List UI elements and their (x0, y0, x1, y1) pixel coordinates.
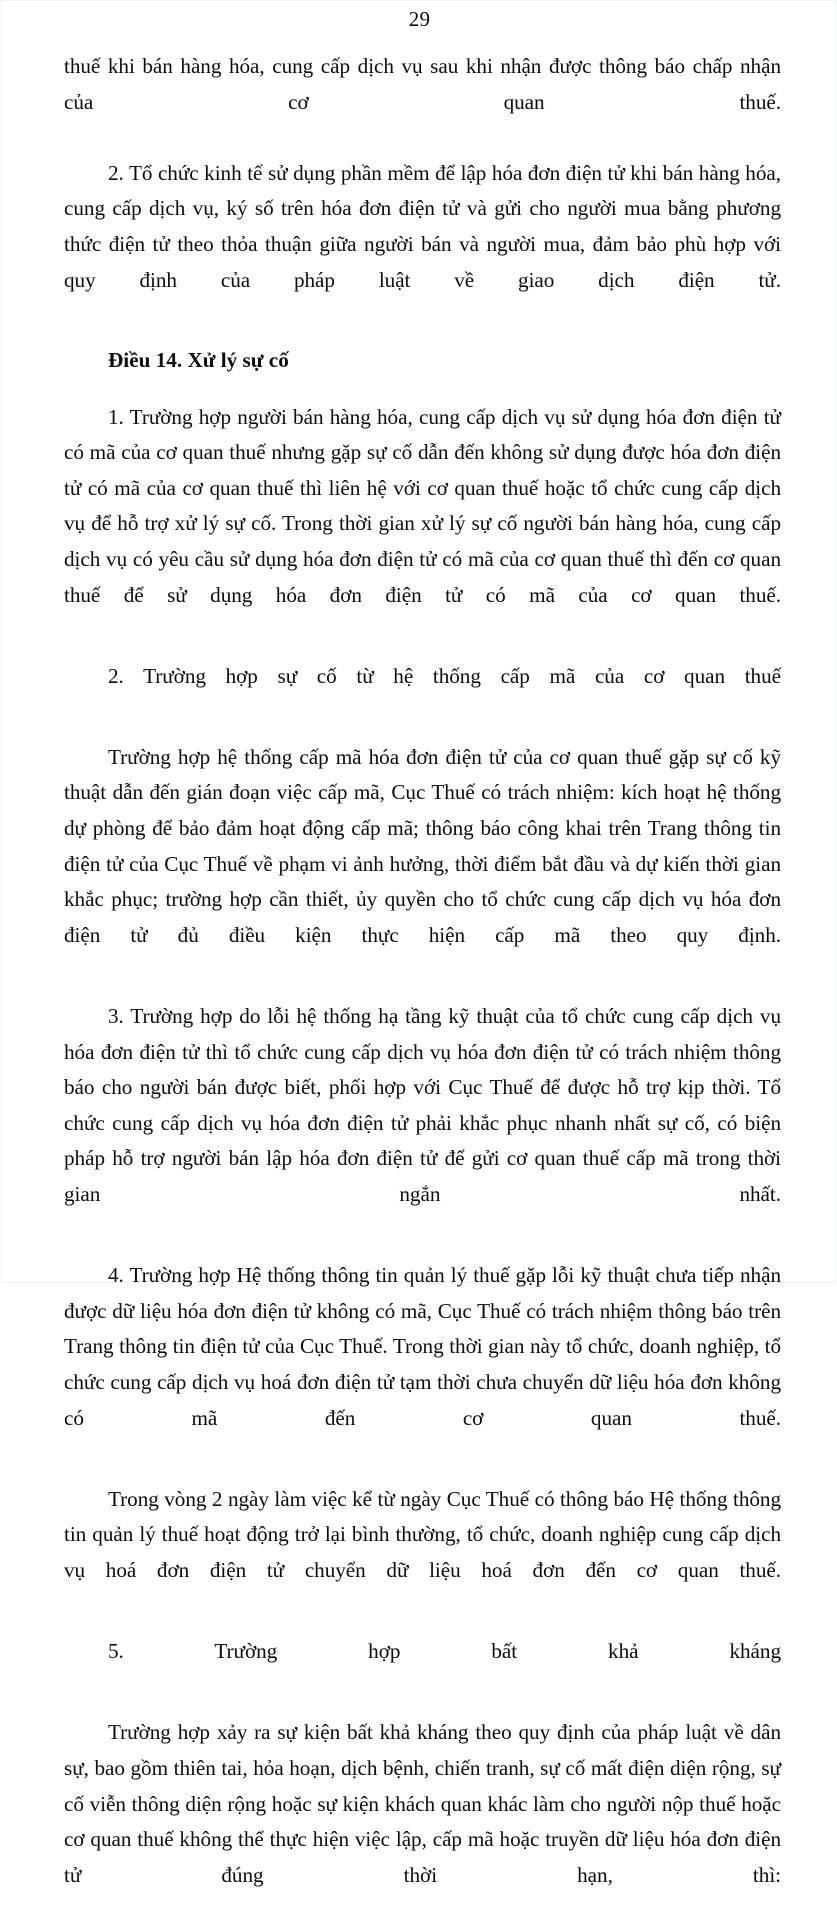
paragraph-clause-4-body: Trong vòng 2 ngày làm việc kể từ ngày Cục Thuế có thông báo Hệ thống thông tin quản lý thuế hoạt động trở lại bình thường, tổ chức, doanh nghiệp cung cấp dịch vụ hoá đơn điện tử chuyển dữ liệu hoá đơn đến cơ quan thuế. (64, 1486, 781, 1582)
article-heading: Điều 14. Xử lý sự cố (108, 347, 289, 372)
paragraph-clause-3: 3. Trường hợp do lỗi hệ thống hạ tầng kỹ thuật của tổ chức cung cấp dịch vụ hóa đơn điện tử thì tổ chức cung cấp dịch vụ hóa đơn điện tử có trách nhiệm thông báo cho người bán được biết, phối hợp với Cục Thuế để được hỗ trợ kịp thời. Tổ chức cung cấp dịch vụ hóa đơn điện tử phải khắc phục nhanh nhất sự cố, có biện pháp hỗ trợ người bán lập hóa đơn điện tử để gửi cơ quan thuế cấp mã trong thời gian ngắn nhất. (64, 1004, 781, 1206)
paragraph-clause-2-body: Trường hợp hệ thống cấp mã hóa đơn điện tử của cơ quan thuế gặp sự cố kỹ thuật dẫn đến gián đoạn việc cấp mã, Cục Thuế có trách nhiệm: kích hoạt hệ thống dự phòng để bảo đảm hoạt động cấp mã; thông báo công khai trên Trang thông tin điện tử của Cục Thuế về phạm vi ảnh hưởng, thời điểm bắt đầu và dự kiến thời gian khắc phục; trường hợp cần thiết, ủy quyền cho tổ chức cung cấp dịch vụ hóa đơn điện tử đủ điều kiện thực hiện cấp mã theo quy định. (64, 744, 781, 947)
paragraph-clause-5: 5. Trường hợp bất khả kháng (108, 1639, 781, 1664)
page-number: 29 (408, 7, 431, 31)
page-body (64, 49, 781, 1929)
paragraph-clause-1: 1. Trường hợp người bán hàng hóa, cung cấp dịch vụ sử dụng hóa đơn điện tử có mã của cơ quan thuế nhưng gặp sự cố dẫn đến không sử dụng được hóa đơn điện tử có mã của cơ quan thuế thì liên hệ với cơ quan thuế hoặc tổ chức cung cấp dịch vụ để hỗ trợ xử lý sự cố. Trong thời gian xử lý sự cố người bán hàng hóa, cung cấp dịch vụ có yêu cầu sử dụng hóa đơn điện tử có mã của cơ quan thuế thì đến cơ quan thuế để sử dụng hóa đơn điện tử có mã của cơ quan thuế. (64, 404, 781, 607)
paragraph-continuation: thuế khi bán hàng hóa, cung cấp dịch vụ sau khi nhận được thông báo chấp nhận của cơ quan thuế. (64, 54, 781, 114)
paragraph-clause-2-intro: 2. Tổ chức kinh tế sử dụng phần mềm để lập hóa đơn điện tử khi bán hàng hóa, cung cấp dịch vụ, ký số trên hóa đơn điện tử và gửi cho người mua bằng phương thức điện tử theo thỏa thuận giữa người bán và người mua, đảm bảo phù hợp với quy định của pháp luật về giao dịch điện tử. (64, 160, 781, 292)
paragraph-clause-5-body: Trường hợp xảy ra sự kiện bất khả kháng theo quy định của pháp luật về dân sự, bao gồm thiên tai, hỏa hoạn, dịch bệnh, chiến tranh, sự cố mất điện diện rộng, sự cố viễn thông diện rộng hoặc sự kiện khách quan khác làm cho người nộp thuế hoặc cơ quan thuế không thể thực hiện việc lập, cấp mã hoặc truyền dữ liệu hóa đơn điện tử đúng thời hạn, thì: (64, 1720, 781, 1887)
paragraph-clause-2: 2. Trường hợp sự cố từ hệ thống cấp mã của cơ quan thuế (108, 663, 781, 688)
paragraph-clause-4: 4. Trường hợp Hệ thống thông tin quản lý thuế gặp lỗi kỹ thuật chưa tiếp nhận được dữ liệu hóa đơn điện tử không có mã, Cục Thuế có trách nhiệm thông báo trên Trang thông tin điện tử của Cục Thuế. Trong thời gian này tổ chức, doanh nghiệp, tổ chức cung cấp dịch vụ hoá đơn điện tử tạm thời chưa chuyển dữ liệu hóa đơn không có mã đến cơ quan thuế. (64, 1263, 781, 1430)
